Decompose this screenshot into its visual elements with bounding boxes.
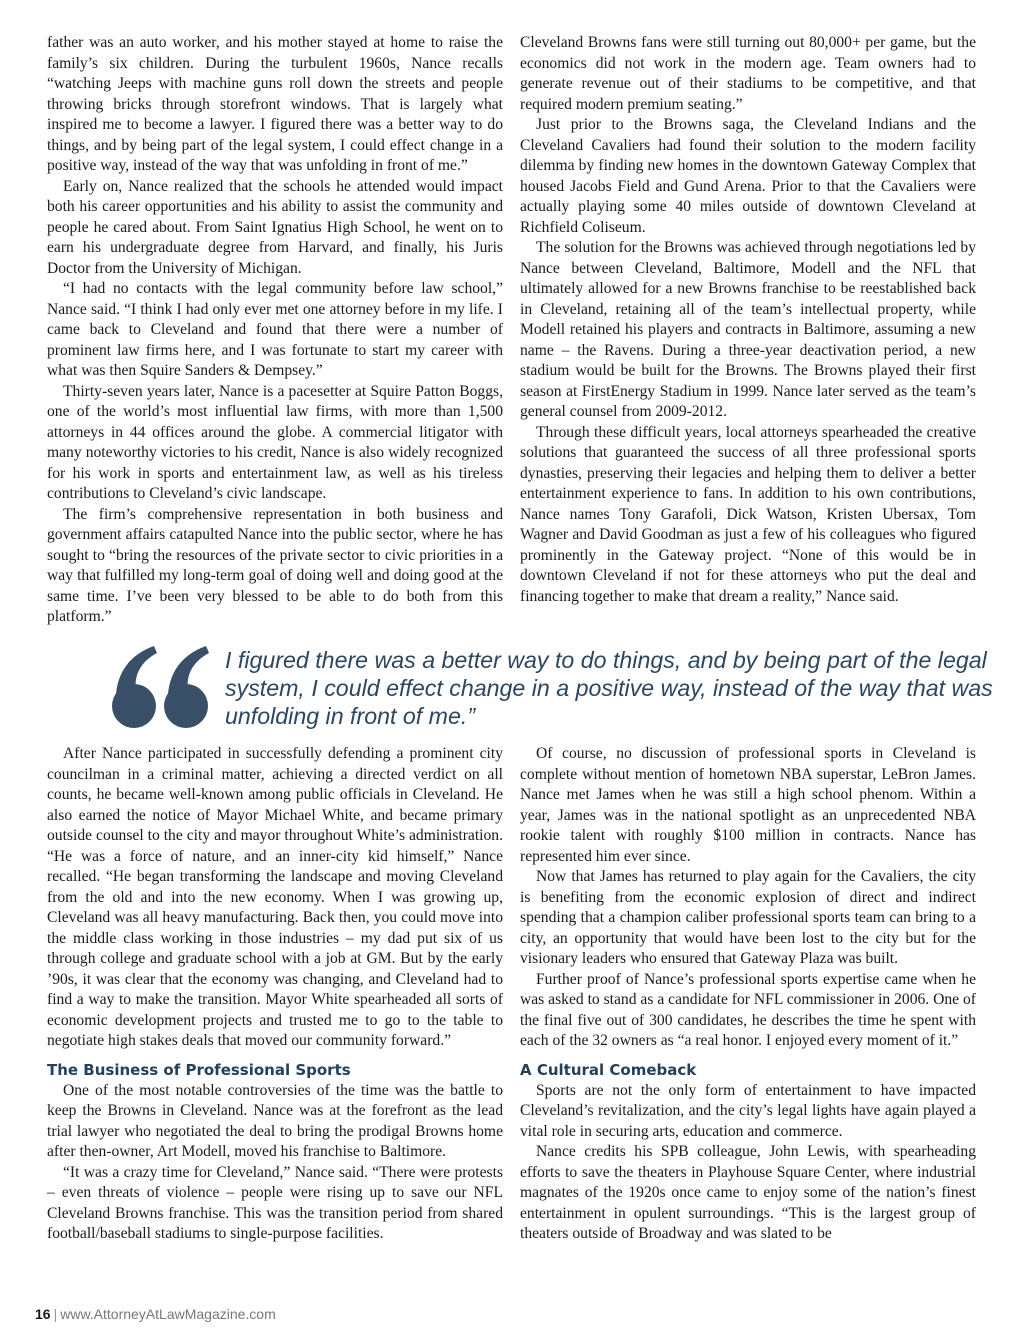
- article-column-top-left: [47, 33, 503, 628]
- paragraph: After Nance participated in successfully defending a prominent city councilman in a criminal matter, achieving a directed verdict on all counts, he became well-known among public officials in Cleveland. He also earned the notice of Mayor Michael White, and became primary outside counsel to the city and mayor throughout White’s administration. “He was a force of nature, and an inner-city kid himself,” Nance recalled. “He began transforming the landscape and moving Cleveland from the old and into the new economy. When I was growing up, Cleveland was all heavy manufacturing. Back then, you could move into the middle class working in those industries – my dad put six of us through college and graduate school with a job at GM. But by the early ’90s, it was clear that the economy was changing, and Cleveland had to find a way to make the transition. Mayor White spearheaded all sorts of economic development projects and trusted me to go to the table to negotiate high stakes deals that moved our community forward.”: [47, 745, 503, 1049]
- article-column-top-right: [520, 33, 976, 607]
- paragraph: The firm’s comprehensive representation in both business and government affairs catapulted Nance into the public sector, where he has sought to “bring the resources of the private sector to civic priorities in a way that fulfilled my long-term goal of doing well and doing good at the same time. I’ve been very blessed to be able to do both from this platform.”: [47, 505, 503, 625]
- paragraph: The solution for the Browns was achieved through negotiations led by Nance between Cleveland, Baltimore, Modell and the NFL that ultimately allowed for a new Browns franchise to be reestablished back in Cleveland, retaining all of the team’s intellectual property, while Modell retained his players and contracts in Baltimore, assuming a new name – the Ravens. During a three-year deactivation period, a new stadium would be built for the Browns. The Browns played their first season at FirstEnergy Stadium in 1999. Nance later served as the team’s general counsel from 2009-2012.: [520, 239, 976, 420]
- paragraph: Nance credits his SPB colleague, John Lewis, with spearheading efforts to save the theaters in Playhouse Square Center, where industrial magnates of the 1920s once came to enjoy some of the nation’s finest entertainment in opulent surroundings. “This is the largest group of theaters outside of Broadway and was slated to be: [520, 1143, 976, 1242]
- footer-separator: |: [53, 1306, 58, 1322]
- website-link[interactable]: www.AttorneyAtLawMagazine.com: [60, 1306, 276, 1322]
- open-double-quote-icon: [110, 644, 212, 730]
- section-heading: A Cultural Comeback: [520, 1060, 697, 1079]
- paragraph: One of the most notable controversies of the time was the battle to keep the Browns in Cleveland. Nance was at the forefront as the lead trial lawyer who negotiated the deal to bring the prodigal Browns home after then-owner, Art Modell, moved his franchise to Baltimore.: [47, 1081, 503, 1160]
- paragraph: father was an auto worker, and his mother stayed at home to raise the family’s six children. During the turbulent 1960s, Nance recalls “watching Jeeps with machine guns roll down the streets and people throwing bricks through storefront windows. That is largely what inspired me to become a lawyer. I figured there was a better way to do things, and by being part of the legal system, I could effect change in a positive way, instead of the way that was unfolding in front of me.”: [47, 34, 503, 174]
- pull-quote: [110, 644, 993, 730]
- pull-quote-text: I figured there was a better way to do things, and by being part of the legal system, I could effect change in a positive way, instead of the way that was unfolding in front of me.”: [225, 647, 993, 729]
- paragraph: Now that James has returned to play again for the Cavaliers, the city is benefiting from the economic explosion of direct and indirect spending that a champion caliber professional sports team can bring to a city, an opportunity that would have been lost to the city but for the visionary leaders who ensured that Gateway Plaza was built.: [520, 868, 976, 967]
- paragraph: Sports are not the only form of entertainment to have impacted Cleveland’s revitalization, and the city’s legal lights have again played a vital role in securing arts, education and commerce.: [520, 1081, 976, 1140]
- paragraph: Cleveland Browns fans were still turning out 80,000+ per game, but the economics did not work in the modern age. Team owners had to generate revenue out of their stadiums to be competitive, and that required modern premium seating.”: [520, 34, 976, 113]
- paragraph: Early on, Nance realized that the schools he attended would impact both his career opportunities and his ability to assist the community and people he cared about. From Saint Ignatius High School, he went on to earn his undergraduate degree from Harvard, and finally, his Juris Doctor from the University of Michigan.: [47, 177, 503, 277]
- page-footer: [35, 1306, 276, 1322]
- paragraph: Through these difficult years, local attorneys spearheaded the creative solutions that guaranteed the success of all three professional sports dynasties, preserving their legacies and helping them to deliver a better entertainment experience to fans. In addition to his own contributions, Nance names Tony Garafoli, Dick Watson, Kristen Ubersax, Tom Wagner and David Goodman as just a few of his colleagues who figured prominently in the Gateway project. “None of this would be in downtown Cleveland if not for these attorneys who put the deal and financing together to make that dream a reality,” Nance said.: [520, 423, 976, 605]
- paragraph: Further proof of Nance’s professional sports expertise came when he was asked to stand as a candidate for NFL commissioner in 2006. One of the final five out of 300 candidates, he describes the time he spent with each of the 32 owners as “a real honor. I enjoyed every moment of it.”: [520, 970, 976, 1049]
- paragraph: Thirty-seven years later, Nance is a pacesetter at Squire Patton Boggs, one of the world’s most influential law firms, with more than 1,500 attorneys in 44 offices around the globe. A commercial litigator with many noteworthy victories to his credit, Nance is also widely recognized for his work in sports and entertainment law, as well as his tireless contributions to Cleveland’s civic landscape.: [47, 382, 503, 502]
- article-column-bottom-right: [520, 744, 976, 1245]
- paragraph: “It was a crazy time for Cleveland,” Nance said. “There were protests – even threats of violence – people were rising up to save our NFL Cleveland Browns franchise. This was the transition period from shared football/baseball stadiums to single-purpose facilities.: [47, 1163, 503, 1242]
- paragraph: Just prior to the Browns saga, the Cleveland Indians and the Cleveland Cavaliers had found their solution to the modern facility dilemma by finding new homes in the downtown Gateway Complex that housed Jacobs Field and Gund Arena. Prior to that the Cavaliers were actually playing some 40 miles outside of downtown Cleveland at Richfield Coliseum.: [520, 116, 976, 236]
- section-heading: The Business of Professional Sports: [47, 1060, 351, 1079]
- page-number: 16: [35, 1306, 51, 1322]
- paragraph: Of course, no discussion of professional sports in Cleveland is complete without mention of hometown NBA superstar, LeBron James. Nance met James when he was still a high school phenom. Within a year, James was in the national spotlight as an unprecedented NBA rookie talent with roughly $100 million in contracts. Nance has represented him ever since.: [520, 745, 976, 865]
- article-column-bottom-left: [47, 744, 503, 1245]
- paragraph: “I had no contacts with the legal community before law school,” Nance said. “I think I had only ever met one attorney before in my life. I came back to Cleveland and found that there were a number of prominent law firms here, and I was fortunate to start my career with what was then Squire Sanders & Dempsey.”: [47, 280, 503, 379]
